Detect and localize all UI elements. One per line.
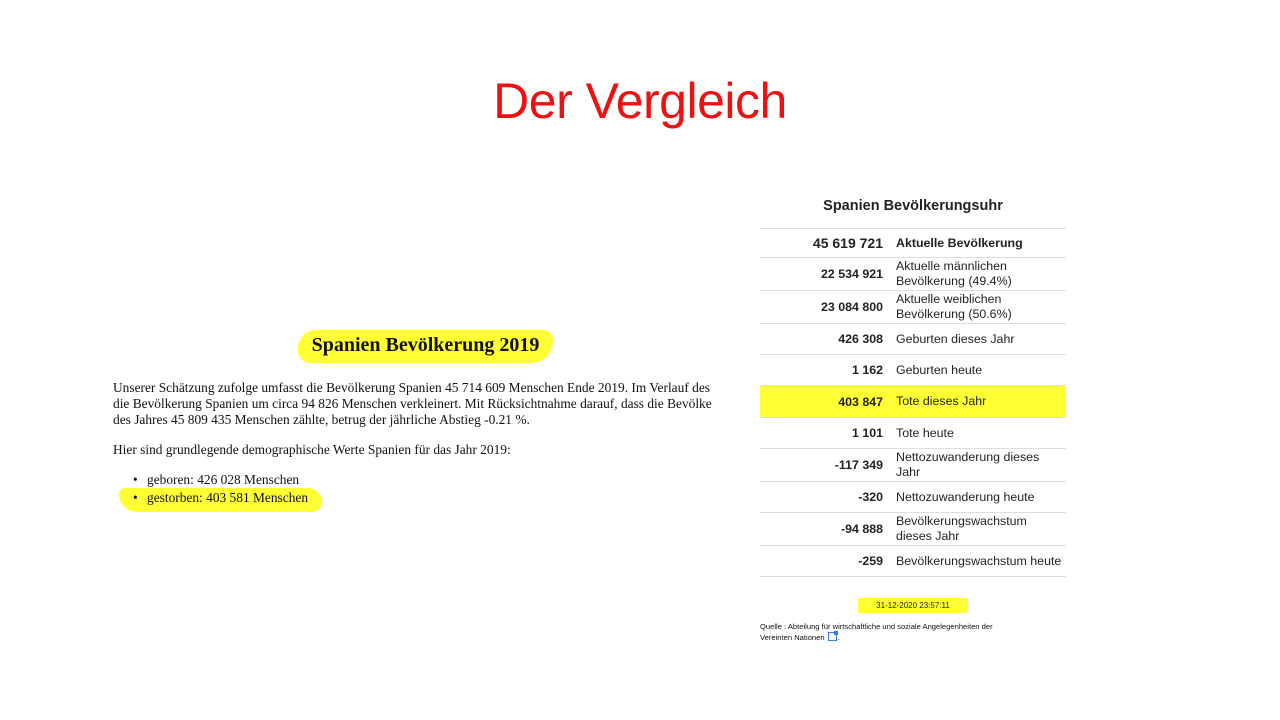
population-clock [760, 190, 1066, 643]
clock-row [760, 418, 1066, 449]
source-note [760, 622, 1066, 643]
clock-label [896, 546, 1066, 577]
clock-label [896, 324, 1066, 355]
clock-title: Spanien Bevölkerungsuhr [823, 198, 1003, 214]
paragraph-line: des Jahres 45 809 435 Menschen zählte, betrug der jährliche Abstieg -0.21 %. [113, 412, 530, 427]
document-excerpt [113, 330, 738, 512]
clock-value: 426 308 [760, 324, 896, 355]
clock-value: -94 888 [760, 513, 896, 546]
clock-value: -320 [760, 482, 896, 513]
clock-value: 403 847 [760, 386, 896, 418]
clock-row [760, 482, 1066, 513]
external-link-icon[interactable] [828, 632, 837, 641]
list-item-births [133, 472, 738, 488]
clock-label-line: Geburten dieses Jahr [896, 331, 1015, 346]
list-item-deaths [119, 488, 322, 512]
clock-value: 23 084 800 [760, 291, 896, 324]
clock-row [760, 324, 1066, 355]
clock-label-line: Jahr [896, 465, 921, 479]
clock-label-line: Bevölkerung (49.4%) [896, 274, 1012, 288]
list-item-text: geboren: 426 028 Menschen [147, 472, 300, 487]
clock-row [760, 546, 1066, 577]
document-heading: Spanien Bevölkerung 2019 [298, 330, 554, 363]
slide-title: Der Vergleich [493, 73, 787, 129]
paragraph-line: die Bevölkerung Spanien um circa 94 826 Menschen verkleinert. Mit Rücksichtnahme darauf, dass die Bevölke [113, 396, 712, 411]
clock-row [760, 229, 1066, 258]
source-end: . [837, 633, 840, 642]
clock-row [760, 291, 1066, 324]
source-link[interactable]: Vereinten Nationen [760, 633, 825, 642]
list-item-text: gestorben: 403 581 Menschen [147, 490, 309, 505]
source-line: Quelle : Abteilung für wirtschaftliche und soziale Angelegenheiten der [760, 622, 993, 631]
clock-value: -117 349 [760, 449, 896, 482]
bullet-icon: • [133, 472, 138, 487]
clock-label [896, 482, 1066, 513]
clock-label-line: Bevölkerung (50.6%) [896, 307, 1012, 321]
clock-value: -259 [760, 546, 896, 577]
clock-value: 22 534 921 [760, 258, 896, 291]
clock-row [760, 386, 1066, 418]
clock-value: 1 101 [760, 418, 896, 449]
clock-row [760, 449, 1066, 482]
clock-label-line: Nettozuwanderung heute [896, 489, 1035, 504]
clock-value: 1 162 [760, 355, 896, 386]
clock-row [760, 355, 1066, 386]
timestamp: 31-12-2020 23:57:11 [858, 598, 968, 613]
bullet-icon: • [133, 490, 138, 505]
clock-label-line: Tote dieses Jahr [896, 394, 987, 408]
clock-row [760, 513, 1066, 546]
clock-label-line: Aktuelle männlichen [896, 259, 1007, 273]
clock-label-line: Bevölkerungswachstum heute [896, 553, 1062, 568]
clock-label [896, 449, 1066, 482]
document-paragraph-2: Hier sind grundlegende demographische Werte Spanien für das Jahr 2019: [113, 442, 511, 457]
clock-label [896, 229, 1066, 258]
clock-label-line: Bevölkerungswachstum [896, 514, 1027, 528]
clock-label-line: Aktuelle weiblichen [896, 292, 1002, 306]
clock-label [896, 386, 1066, 418]
stats-list [113, 472, 738, 512]
clock-label [896, 418, 1066, 449]
paragraph-line: Unserer Schätzung zufolge umfasst die Bevölkerung Spanien 45 714 609 Menschen Ende 2019. Im Verlauf des [113, 380, 710, 395]
clock-label-line: Geburten heute [896, 362, 983, 377]
document-paragraph [113, 380, 738, 428]
clock-value: 45 619 721 [760, 229, 896, 258]
clock-label [896, 355, 1066, 386]
clock-label-line: Tote heute [896, 425, 954, 440]
clock-label [896, 513, 1066, 546]
clock-label-line: dieses Jahr [896, 529, 960, 543]
clock-row [760, 258, 1066, 291]
clock-table [760, 228, 1066, 577]
clock-label-line: Aktuelle Bevölkerung [896, 235, 1023, 250]
clock-label [896, 258, 1066, 291]
clock-label-line: Nettozuwanderung dieses [896, 450, 1040, 464]
clock-label [896, 291, 1066, 324]
